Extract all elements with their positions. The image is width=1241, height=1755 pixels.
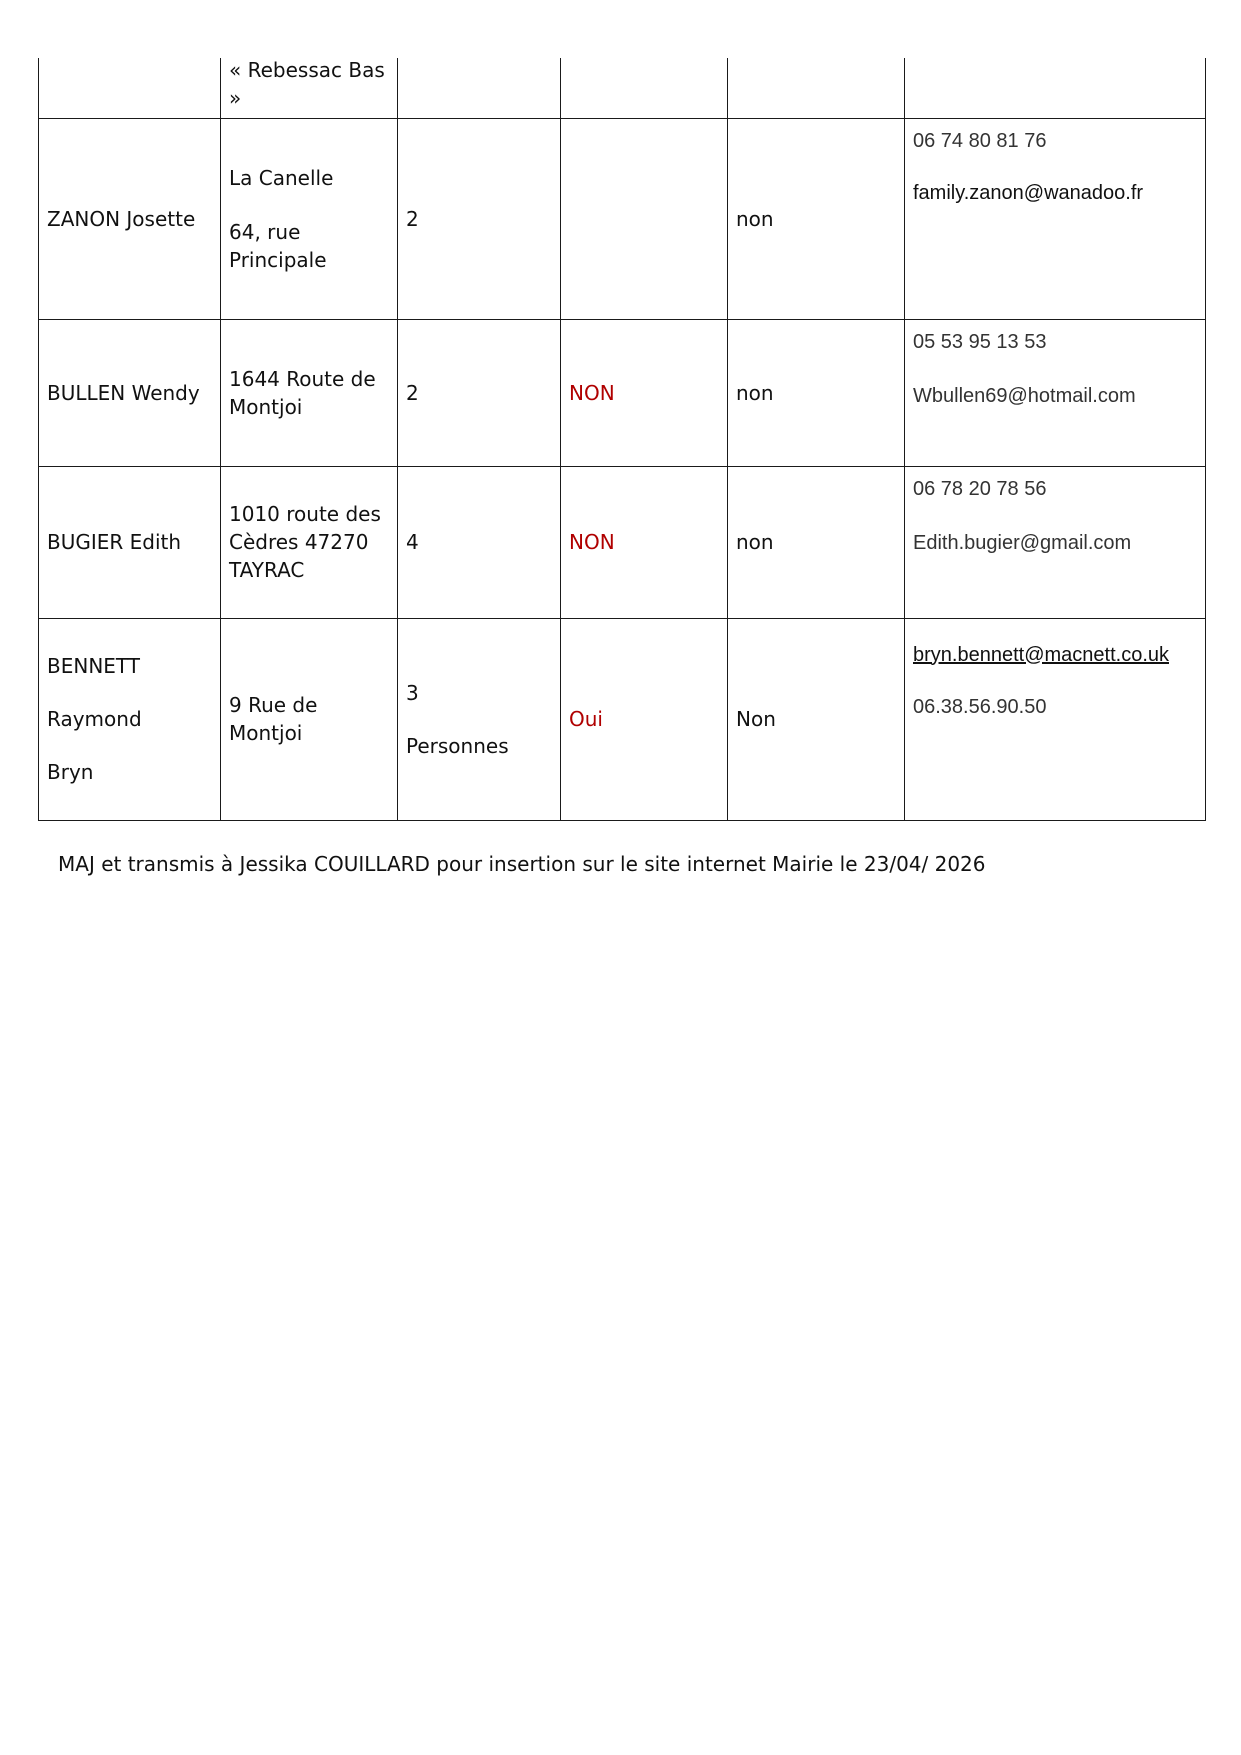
option-value: non [736, 530, 774, 554]
address-line: Montjoi [229, 394, 303, 419]
phone-number: 05 53 95 13 53 [913, 330, 1047, 353]
count-value: 2 [406, 380, 419, 405]
count-value: 3 [406, 680, 419, 705]
option-value: non [736, 206, 774, 231]
contact-cell [905, 118, 1206, 319]
table-row [39, 118, 1206, 319]
address-line: 1010 route des [229, 502, 381, 526]
name-line: BENNETT [47, 654, 140, 678]
address-cell [221, 58, 398, 118]
count-value: 2 [406, 206, 419, 231]
status-value: NON [569, 380, 615, 405]
contact-cell [905, 466, 1206, 618]
address-line: 1644 Route de [229, 366, 376, 391]
table-row [39, 466, 1206, 618]
count-unit: Personnes [406, 733, 509, 758]
phone-number: 06 78 20 78 56 [913, 477, 1047, 500]
address-cell [221, 466, 398, 618]
update-note: MAJ et transmis à Jessika COUILLARD pour insertion sur le site internet Mairie le 23/04/ 2026 [58, 852, 986, 876]
name-line: BULLEN Wendy [47, 380, 200, 405]
line-gap [47, 680, 212, 705]
address-line: Cèdres 47270 [229, 530, 369, 554]
email-address: Edith.bugier@gmail.com [913, 531, 1132, 554]
line-gap [913, 669, 1197, 693]
status-cell [561, 118, 728, 319]
address-cell [221, 618, 398, 820]
status-value: NON [569, 530, 615, 554]
address-line: TAYRAC [229, 558, 305, 582]
table-row-continuation [39, 58, 1206, 118]
status-cell [561, 58, 728, 118]
address-line: 64, rue [229, 219, 301, 244]
line-gap [913, 356, 1197, 382]
address-line: Principale [229, 247, 327, 272]
count-cell [398, 118, 561, 319]
address-line: La Canelle [229, 165, 334, 190]
contact-cell [905, 319, 1206, 466]
address-line: « Rebessac Bas » [229, 58, 385, 110]
name-line: ZANON Josette [47, 206, 196, 231]
count-cell [398, 319, 561, 466]
option-value: non [736, 380, 774, 405]
status-cell [561, 319, 728, 466]
option-cell [728, 319, 905, 466]
contact-cell [905, 618, 1206, 820]
count-cell [398, 58, 561, 118]
count-cell [398, 618, 561, 820]
name-cell [39, 319, 221, 466]
count-cell [398, 466, 561, 618]
name-line: Raymond [47, 707, 142, 731]
phone-number: 06 74 80 81 76 [913, 129, 1047, 152]
name-cell [39, 118, 221, 319]
line-gap [913, 155, 1197, 179]
address-cell [221, 319, 398, 466]
status-cell [561, 618, 728, 820]
email-link[interactable]: bryn.bennett@macnett.co.uk [913, 643, 1169, 666]
name-cell [39, 466, 221, 618]
table-row [39, 618, 1206, 820]
name-line: Bryn [47, 760, 94, 784]
option-cell [728, 618, 905, 820]
address-cell [221, 118, 398, 319]
contact-cell [905, 58, 1206, 118]
option-value: Non [736, 707, 776, 731]
address-line: 9 Rue de Montjoi [229, 693, 318, 745]
name-cell [39, 618, 221, 820]
status-value: Oui [569, 707, 603, 731]
phone-number: 06.38.56.90.50 [913, 695, 1047, 718]
option-cell [728, 58, 905, 118]
host-listing-table [38, 58, 1206, 821]
line-gap [47, 733, 212, 758]
count-value: 4 [406, 530, 419, 554]
table-row [39, 319, 1206, 466]
option-cell [728, 118, 905, 319]
option-cell [728, 466, 905, 618]
status-cell [561, 466, 728, 618]
name-cell [39, 58, 221, 118]
line-gap [406, 707, 552, 732]
email-address: family.zanon@wanadoo.fr [913, 181, 1144, 204]
name-line: BUGIER Edith [47, 530, 182, 554]
email-address: Wbullen69@hotmail.com [913, 384, 1136, 407]
line-gap [229, 192, 389, 218]
line-gap [913, 503, 1197, 529]
